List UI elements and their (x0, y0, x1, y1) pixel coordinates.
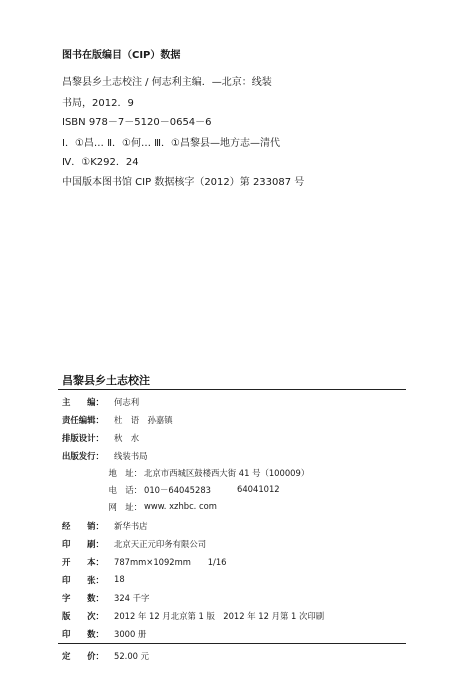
row-printer (62, 538, 206, 550)
row-value: 杜 语 孙嘉镇 (114, 415, 173, 425)
row-label: 开 本： (62, 557, 104, 567)
cip-line-title: 昌黎县乡土志校注 / 何志利主编．—北京：线装 (62, 77, 272, 88)
row-value: 3000 册 (114, 629, 147, 639)
row-edition (62, 610, 324, 622)
row-label: 印 刷： (62, 539, 104, 549)
row-label: 出版发行： (62, 451, 104, 461)
row-value: 52.00 元 (114, 651, 150, 661)
row-value: 787mm×1092mm 1/16 (114, 557, 227, 567)
row-value: 324 千字 (114, 593, 150, 603)
row-value: 线装书局 (114, 451, 148, 461)
row-value: 2012 年 12 月北京第 1 版 2012 年 12 月第 1 次印刷 (114, 611, 325, 621)
cip-line-subjects: Ⅰ．①昌… Ⅱ．①何… Ⅲ．①昌黎县—地方志—清代 (62, 138, 281, 149)
phone-primary: 010－64045283 (144, 485, 211, 495)
row-label: 印 张： (62, 575, 104, 585)
row-editor (62, 396, 139, 408)
row-print-run (62, 628, 146, 640)
cip-heading: 图书在版编目（CIP）数据 (62, 50, 181, 61)
row-layout-design (62, 432, 139, 444)
cip-line-classification: Ⅳ．①K292．24 (62, 157, 139, 168)
row-value: 秋 水 (114, 433, 140, 443)
row-word-count (62, 592, 149, 604)
row-distributor (62, 520, 148, 532)
title-divider (58, 389, 406, 390)
row-label: 主 编： (62, 397, 104, 407)
cip-line-isbn: ISBN 978－7－5120－0654－6 (62, 117, 212, 128)
row-value: 何志利 (114, 397, 140, 407)
web-value: www. xzhbc. com (144, 501, 217, 511)
row-publisher (62, 450, 148, 462)
row-price (62, 650, 149, 662)
row-label: 版 次： (62, 611, 104, 621)
row-label: 经 销： (62, 521, 104, 531)
phone-secondary: 64041012 (237, 484, 280, 494)
publisher-phone (102, 484, 280, 496)
row-label: 定 价： (62, 651, 104, 661)
publisher-address (102, 467, 309, 479)
cip-line-record-number: 中国版本图书馆 CIP 数据核字（2012）第 233087 号 (62, 177, 305, 188)
row-label: 排版设计： (62, 433, 104, 443)
row-value: 18 (114, 574, 125, 584)
web-label: 网 址： (108, 502, 142, 512)
phone-label: 电 话： (108, 485, 142, 495)
address-value: 北京市西城区鼓楼西大街 41 号（100009） (144, 468, 310, 478)
row-label: 责任编辑： (62, 415, 104, 425)
row-value: 北京天正元印务有限公司 (114, 539, 207, 549)
address-label: 地 址： (108, 468, 142, 478)
row-format (62, 556, 227, 568)
row-responsible-editor (62, 414, 173, 426)
row-label: 字 数： (62, 593, 104, 603)
book-title: 昌黎县乡土志校注 (62, 374, 150, 387)
publisher-website (102, 501, 217, 513)
row-label: 印 数： (62, 629, 104, 639)
cip-line-publisher: 书局，2012．9 (62, 98, 134, 109)
price-divider (58, 643, 406, 644)
row-value: 新华书店 (114, 521, 148, 531)
row-printed-sheets (62, 574, 125, 586)
